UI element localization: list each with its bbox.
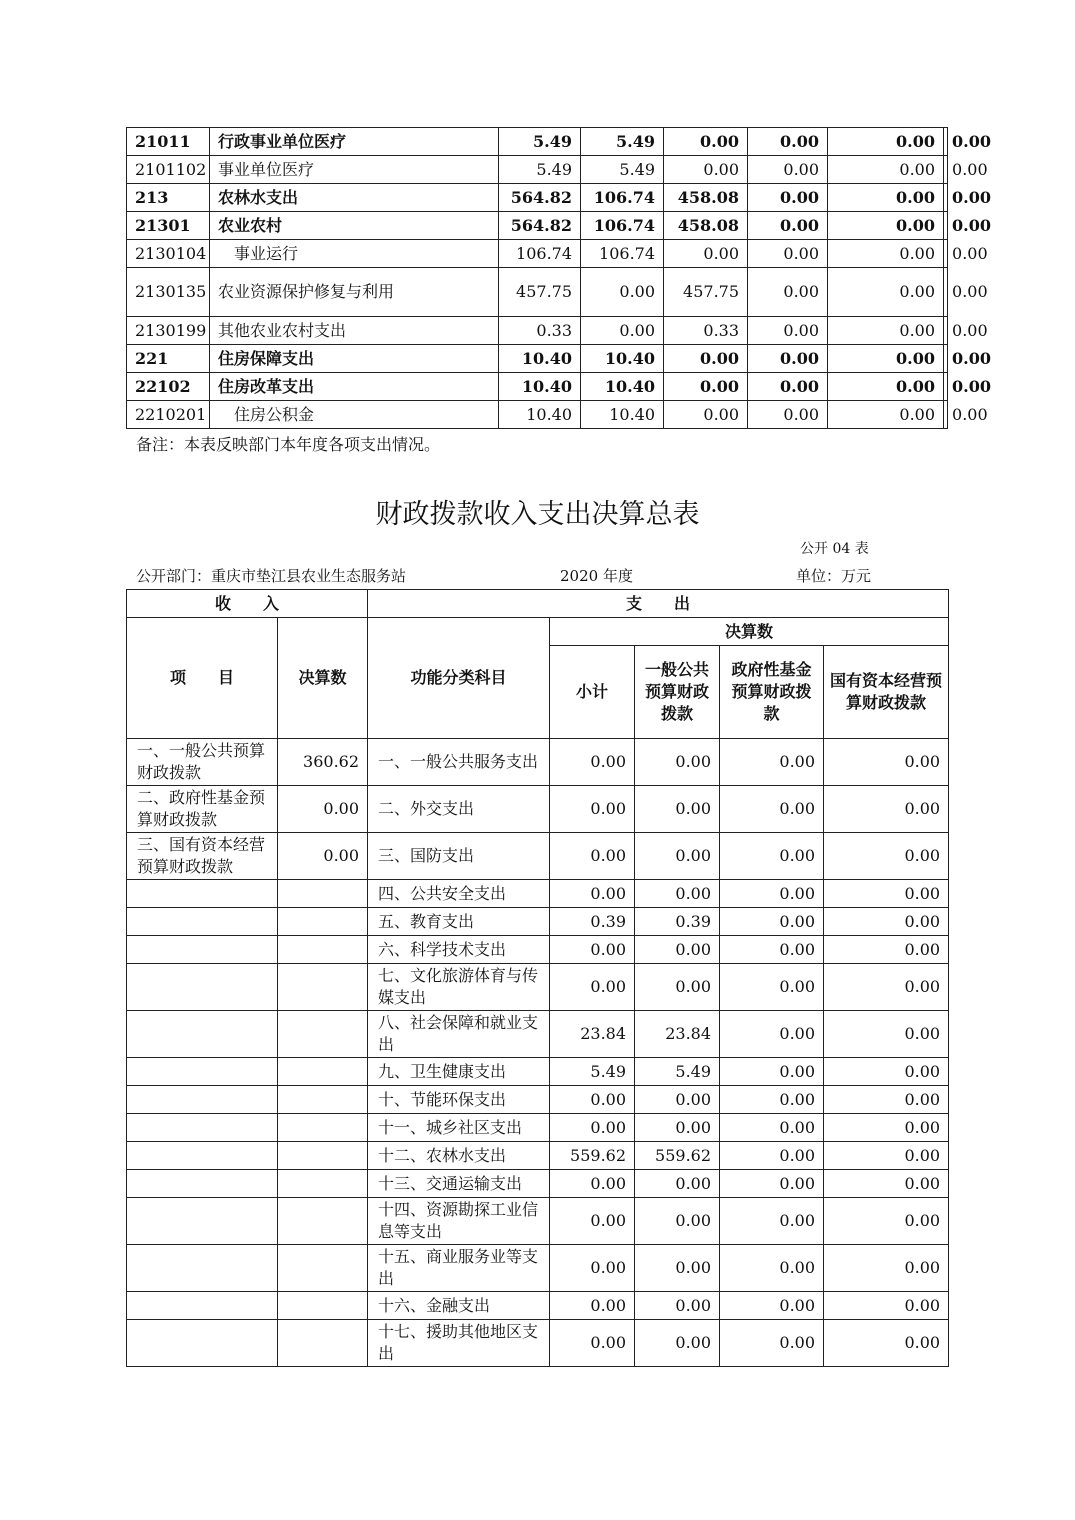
income-amount-cell xyxy=(278,936,368,964)
table-row xyxy=(127,373,948,401)
income-item-cell xyxy=(127,880,278,908)
expense-category-cell: 一、一般公共服务支出 xyxy=(368,739,550,786)
value-cell: 10.40 xyxy=(581,373,664,401)
expense-value-cell: 0.00 xyxy=(824,908,949,936)
value-cell: 0.00 xyxy=(581,268,664,317)
expense-value-cell: 0.00 xyxy=(720,739,824,786)
value-cell: 0.00 xyxy=(748,268,828,317)
item-header: 项 目 xyxy=(127,618,278,739)
income-item-cell xyxy=(127,1011,278,1058)
expense-value-cell: 0.00 xyxy=(635,1114,720,1142)
value-cell: 0.00 xyxy=(944,128,948,156)
code-cell: 2210201 xyxy=(127,401,210,429)
expense-category-cell: 二、外交支出 xyxy=(368,786,550,833)
code-cell: 2130135 xyxy=(127,268,210,317)
expense-value-cell: 0.00 xyxy=(635,880,720,908)
income-amount-cell xyxy=(278,1086,368,1114)
expense-category-cell: 十六、金融支出 xyxy=(368,1292,550,1320)
table-row xyxy=(127,1245,949,1292)
income-item-cell xyxy=(127,1058,278,1086)
page-title: 财政拨款收入支出决算总表 xyxy=(375,499,700,530)
value-cell: 0.00 xyxy=(828,156,944,184)
value-cell: 5.49 xyxy=(499,156,581,184)
table-row xyxy=(127,739,949,786)
name-cell: 农业资源保护修复与利用 xyxy=(210,268,499,317)
value-cell: 564.82 xyxy=(499,212,581,240)
expense-value-cell: 0.00 xyxy=(720,1245,824,1292)
value-cell: 106.74 xyxy=(581,212,664,240)
gov-fund-header: 政府性基金预算财政拨款 xyxy=(720,646,824,739)
expense-value-cell: 0.00 xyxy=(824,1292,949,1320)
value-cell: 0.00 xyxy=(748,345,828,373)
value-cell: 0.00 xyxy=(748,128,828,156)
value-cell: 0.00 xyxy=(944,401,948,429)
income-amount-cell xyxy=(278,1058,368,1086)
expense-value-cell: 0.00 xyxy=(720,1292,824,1320)
expense-category-cell: 四、公共安全支出 xyxy=(368,880,550,908)
table-row xyxy=(127,184,948,212)
value-cell: 0.00 xyxy=(944,184,948,212)
value-cell: 0.00 xyxy=(828,128,944,156)
expense-value-cell: 0.00 xyxy=(550,786,635,833)
value-cell: 0.00 xyxy=(828,373,944,401)
value-cell: 0.00 xyxy=(748,240,828,268)
expense-value-cell: 0.00 xyxy=(550,936,635,964)
table-row xyxy=(127,1114,949,1142)
expense-value-cell: 0.00 xyxy=(720,936,824,964)
income-amount-cell xyxy=(278,1292,368,1320)
expense-category-cell: 十、节能环保支出 xyxy=(368,1086,550,1114)
expense-category-cell: 三、国防支出 xyxy=(368,833,550,880)
income-amount-cell xyxy=(278,1170,368,1198)
expense-value-cell: 0.39 xyxy=(550,908,635,936)
expense-value-cell: 0.00 xyxy=(635,833,720,880)
table-row xyxy=(127,212,948,240)
expense-value-cell: 5.49 xyxy=(550,1058,635,1086)
value-cell: 5.49 xyxy=(581,128,664,156)
final-amount-header: 决算数 xyxy=(550,618,949,646)
value-cell: 0.00 xyxy=(944,373,948,401)
name-cell: 农林水支出 xyxy=(210,184,499,212)
table-row xyxy=(127,908,949,936)
income-item-cell xyxy=(127,1320,278,1367)
expense-value-cell: 0.00 xyxy=(824,1142,949,1170)
table-row xyxy=(127,1170,949,1198)
income-amount-cell: 360.62 xyxy=(278,739,368,786)
state-capital-header: 国有资本经营预算财政拨款 xyxy=(824,646,949,739)
subtotal-header: 小计 xyxy=(550,646,635,739)
expense-value-cell: 0.00 xyxy=(720,964,824,1011)
value-cell: 0.00 xyxy=(748,317,828,345)
income-item-cell xyxy=(127,1170,278,1198)
income-item-cell xyxy=(127,936,278,964)
value-cell: 106.74 xyxy=(499,240,581,268)
name-cell: 住房公积金 xyxy=(210,401,499,429)
value-cell: 0.00 xyxy=(828,240,944,268)
value-cell: 10.40 xyxy=(581,345,664,373)
table-row xyxy=(127,1198,949,1245)
value-cell: 0.33 xyxy=(664,317,748,345)
table-number: 公开 04 表 xyxy=(800,541,869,557)
expense-value-cell: 23.84 xyxy=(550,1011,635,1058)
expense-value-cell: 0.00 xyxy=(824,1086,949,1114)
expense-header: 支 出 xyxy=(368,590,949,618)
name-cell: 行政事业单位医疗 xyxy=(210,128,499,156)
table-row xyxy=(127,1058,949,1086)
value-cell: 0.00 xyxy=(828,212,944,240)
expense-value-cell: 0.00 xyxy=(720,1058,824,1086)
table-row xyxy=(127,401,948,429)
expense-category-cell: 六、科学技术支出 xyxy=(368,936,550,964)
expense-value-cell: 0.00 xyxy=(824,1245,949,1292)
general-budget-header: 一般公共预算财政拨款 xyxy=(635,646,720,739)
expense-value-cell: 0.00 xyxy=(550,739,635,786)
expense-value-cell: 0.00 xyxy=(635,1086,720,1114)
function-category-header: 功能分类科目 xyxy=(368,618,550,739)
value-cell: 0.00 xyxy=(944,317,948,345)
code-cell: 221 xyxy=(127,345,210,373)
expense-value-cell: 0.00 xyxy=(550,1320,635,1367)
expense-category-cell: 十五、商业服务业等支出 xyxy=(368,1245,550,1292)
code-cell: 2130104 xyxy=(127,240,210,268)
value-cell: 0.00 xyxy=(828,345,944,373)
expense-value-cell: 0.00 xyxy=(550,1170,635,1198)
income-amount-cell xyxy=(278,964,368,1011)
value-cell: 458.08 xyxy=(664,184,748,212)
value-cell: 0.00 xyxy=(664,345,748,373)
value-cell: 458.08 xyxy=(664,212,748,240)
income-amount-cell xyxy=(278,880,368,908)
value-cell: 106.74 xyxy=(581,184,664,212)
expense-value-cell: 0.00 xyxy=(720,1320,824,1367)
expense-category-cell: 九、卫生健康支出 xyxy=(368,1058,550,1086)
value-cell: 457.75 xyxy=(499,268,581,317)
income-item-cell xyxy=(127,964,278,1011)
table-row xyxy=(127,880,949,908)
expense-value-cell: 559.62 xyxy=(550,1142,635,1170)
expense-value-cell: 0.00 xyxy=(550,1114,635,1142)
code-cell: 213 xyxy=(127,184,210,212)
expense-value-cell: 0.00 xyxy=(635,1245,720,1292)
value-cell: 0.00 xyxy=(664,156,748,184)
value-cell: 0.00 xyxy=(828,184,944,212)
table-row xyxy=(127,156,948,184)
value-cell: 0.00 xyxy=(944,212,948,240)
expense-value-cell: 5.49 xyxy=(635,1058,720,1086)
income-amount-cell xyxy=(278,1011,368,1058)
income-amount-cell xyxy=(278,908,368,936)
name-cell: 住房改革支出 xyxy=(210,373,499,401)
expense-value-cell: 0.00 xyxy=(550,1292,635,1320)
table-row xyxy=(127,833,949,880)
expense-value-cell: 0.00 xyxy=(635,1292,720,1320)
income-item-cell xyxy=(127,1245,278,1292)
expense-value-cell: 0.00 xyxy=(720,786,824,833)
expense-category-cell: 十一、城乡社区支出 xyxy=(368,1114,550,1142)
amount-header: 决算数 xyxy=(278,618,368,739)
table-row xyxy=(127,1142,949,1170)
expense-value-cell: 0.00 xyxy=(720,908,824,936)
table-row xyxy=(127,268,948,317)
expense-value-cell: 0.00 xyxy=(635,1320,720,1367)
income-item-cell xyxy=(127,1142,278,1170)
value-cell: 0.00 xyxy=(828,317,944,345)
income-header: 收 入 xyxy=(127,590,368,618)
year-label: 2020 年度 xyxy=(560,567,633,585)
table-row xyxy=(127,936,949,964)
expense-value-cell: 0.00 xyxy=(550,880,635,908)
value-cell: 10.40 xyxy=(499,373,581,401)
value-cell: 106.74 xyxy=(581,240,664,268)
code-cell: 21301 xyxy=(127,212,210,240)
code-cell: 2130199 xyxy=(127,317,210,345)
expense-value-cell: 23.84 xyxy=(635,1011,720,1058)
value-cell: 0.00 xyxy=(944,156,948,184)
expense-category-cell: 七、文化旅游体育与传媒支出 xyxy=(368,964,550,1011)
income-item-cell xyxy=(127,1292,278,1320)
expense-value-cell: 0.00 xyxy=(550,833,635,880)
expense-value-cell: 0.00 xyxy=(720,1011,824,1058)
income-item-cell xyxy=(127,1198,278,1245)
income-item-cell: 一、一般公共预算财政拨款 xyxy=(127,739,278,786)
expense-value-cell: 0.00 xyxy=(720,1142,824,1170)
expense-value-cell: 0.00 xyxy=(824,1198,949,1245)
income-amount-cell: 0.00 xyxy=(278,786,368,833)
expense-category-cell: 十三、交通运输支出 xyxy=(368,1170,550,1198)
value-cell: 0.00 xyxy=(664,128,748,156)
value-cell: 0.00 xyxy=(664,373,748,401)
expense-value-cell: 0.00 xyxy=(824,936,949,964)
expense-value-cell: 0.00 xyxy=(824,1170,949,1198)
expenditure-detail-table xyxy=(126,127,991,429)
expense-value-cell: 0.00 xyxy=(720,1086,824,1114)
value-cell: 10.40 xyxy=(499,345,581,373)
expense-category-cell: 五、教育支出 xyxy=(368,908,550,936)
expense-value-cell: 0.00 xyxy=(635,936,720,964)
expense-value-cell: 0.00 xyxy=(824,1011,949,1058)
expense-category-cell: 十四、资源勘探工业信息等支出 xyxy=(368,1198,550,1245)
expense-value-cell: 0.00 xyxy=(720,833,824,880)
code-cell: 2101102 xyxy=(127,156,210,184)
expense-value-cell: 0.00 xyxy=(824,1320,949,1367)
value-cell: 564.82 xyxy=(499,184,581,212)
table-row xyxy=(127,786,949,833)
expense-value-cell: 0.00 xyxy=(635,1198,720,1245)
expense-category-cell: 十二、农林水支出 xyxy=(368,1142,550,1170)
expense-value-cell: 0.00 xyxy=(824,880,949,908)
expense-value-cell: 0.00 xyxy=(720,1114,824,1142)
expense-value-cell: 0.00 xyxy=(635,786,720,833)
table-row xyxy=(127,345,948,373)
table-note: 备注：本表反映部门本年度各项支出情况。 xyxy=(136,435,441,454)
value-cell: 0.00 xyxy=(748,373,828,401)
value-cell: 0.00 xyxy=(944,240,948,268)
value-cell: 0.00 xyxy=(944,268,948,317)
unit-label: 单位：万元 xyxy=(796,567,872,585)
expense-value-cell: 0.00 xyxy=(550,1245,635,1292)
value-cell: 0.00 xyxy=(581,317,664,345)
table-row xyxy=(127,964,949,1011)
table-row xyxy=(127,1011,949,1058)
expense-value-cell: 0.00 xyxy=(824,1058,949,1086)
expense-value-cell: 0.00 xyxy=(824,833,949,880)
expense-value-cell: 0.00 xyxy=(550,1086,635,1114)
table-row xyxy=(127,1086,949,1114)
department-label: 公开部门：重庆市垫江县农业生态服务站 xyxy=(136,567,407,585)
expense-category-cell: 十七、援助其他地区支出 xyxy=(368,1320,550,1367)
code-cell: 22102 xyxy=(127,373,210,401)
expense-value-cell: 0.00 xyxy=(635,1170,720,1198)
value-cell: 0.00 xyxy=(664,401,748,429)
income-item-cell xyxy=(127,908,278,936)
expense-value-cell: 0.00 xyxy=(720,1170,824,1198)
income-amount-cell: 0.00 xyxy=(278,833,368,880)
code-cell: 21011 xyxy=(127,128,210,156)
value-cell: 0.00 xyxy=(664,240,748,268)
table-row xyxy=(127,317,948,345)
value-cell: 5.49 xyxy=(581,156,664,184)
value-cell: 10.40 xyxy=(581,401,664,429)
expense-value-cell: 0.00 xyxy=(824,964,949,1011)
value-cell: 0.00 xyxy=(748,212,828,240)
value-cell: 0.00 xyxy=(828,401,944,429)
name-cell: 事业运行 xyxy=(210,240,499,268)
expense-value-cell: 0.00 xyxy=(720,1198,824,1245)
income-amount-cell xyxy=(278,1198,368,1245)
income-amount-cell xyxy=(278,1245,368,1292)
expense-value-cell: 0.00 xyxy=(824,1114,949,1142)
table-row xyxy=(127,128,948,156)
expense-value-cell: 0.00 xyxy=(550,964,635,1011)
value-cell: 0.00 xyxy=(944,345,948,373)
income-amount-cell xyxy=(278,1114,368,1142)
expense-value-cell: 0.00 xyxy=(720,880,824,908)
table-row xyxy=(127,1320,949,1367)
expense-category-cell: 八、社会保障和就业支出 xyxy=(368,1011,550,1058)
expense-value-cell: 0.00 xyxy=(550,1198,635,1245)
value-cell: 0.00 xyxy=(828,268,944,317)
value-cell: 457.75 xyxy=(664,268,748,317)
expense-value-cell: 0.00 xyxy=(635,739,720,786)
value-cell: 0.00 xyxy=(748,401,828,429)
name-cell: 住房保障支出 xyxy=(210,345,499,373)
name-cell: 事业单位医疗 xyxy=(210,156,499,184)
income-item-cell xyxy=(127,1114,278,1142)
income-amount-cell xyxy=(278,1320,368,1367)
expense-value-cell: 0.00 xyxy=(824,739,949,786)
expense-value-cell: 0.39 xyxy=(635,908,720,936)
fiscal-appropriation-summary-table xyxy=(126,589,949,1367)
value-cell: 10.40 xyxy=(499,401,581,429)
expense-value-cell: 0.00 xyxy=(824,786,949,833)
income-amount-cell xyxy=(278,1142,368,1170)
table-row xyxy=(127,240,948,268)
value-cell: 0.33 xyxy=(499,317,581,345)
value-cell: 0.00 xyxy=(748,184,828,212)
expense-value-cell: 559.62 xyxy=(635,1142,720,1170)
income-item-cell: 三、国有资本经营预算财政拨款 xyxy=(127,833,278,880)
expense-value-cell: 0.00 xyxy=(635,964,720,1011)
value-cell: 0.00 xyxy=(748,156,828,184)
income-item-cell: 二、政府性基金预算财政拨款 xyxy=(127,786,278,833)
name-cell: 农业农村 xyxy=(210,212,499,240)
income-item-cell xyxy=(127,1086,278,1114)
table-row xyxy=(127,1292,949,1320)
value-cell: 5.49 xyxy=(499,128,581,156)
name-cell: 其他农业农村支出 xyxy=(210,317,499,345)
